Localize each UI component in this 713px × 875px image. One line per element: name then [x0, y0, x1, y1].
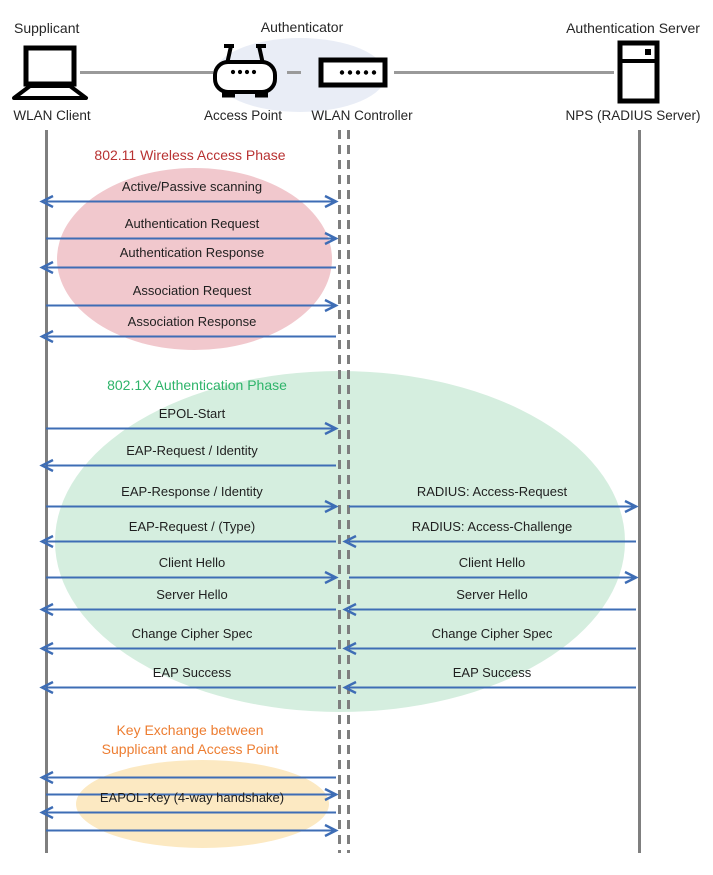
message-label: Association Request [132, 283, 252, 298]
role-label-supplicant: Supplicant [14, 20, 80, 36]
message-label: RADIUS: Access-Request [416, 484, 568, 499]
node-label-wlan-client: WLAN Client [13, 108, 91, 123]
phase-title-line: Supplicant and Access Point [101, 741, 279, 757]
phase-title-line: Key Exchange between [116, 722, 264, 738]
message-label: EAPOL-Key (4-way handshake) [99, 790, 285, 805]
message-label: EAP Success [152, 665, 232, 680]
phase-8021x-authentication-title [107, 376, 287, 395]
node-label-access-point: Access Point [203, 108, 283, 123]
message-label: Server Hello [156, 587, 228, 602]
phase-80211-wireless-access-title [94, 146, 285, 165]
phase-key-exchange-title [102, 721, 279, 759]
role-label-authentication-server: Authentication Server [566, 20, 700, 36]
phase-title-line: 802.11 Wireless Access Phase [94, 147, 286, 163]
message-label: EAP-Response / Identity [121, 484, 263, 499]
message-label: Client Hello [458, 555, 526, 570]
message-label: Authentication Response [119, 245, 265, 260]
message-label: Server Hello [456, 587, 528, 602]
node-label-nps-radius-server: NPS (RADIUS Server) [565, 108, 701, 123]
node-label-wlan-controller: WLAN Controller [311, 108, 413, 123]
message-label: RADIUS: Access-Challenge [411, 519, 573, 534]
message-label: Change Cipher Spec [131, 626, 253, 641]
phase-title-line: 802.1X Authentication Phase [107, 377, 287, 393]
role-label-authenticator: Authenticator [260, 19, 344, 35]
message-label: Client Hello [158, 555, 226, 570]
message-label: Active/Passive scanning [121, 179, 263, 194]
message-label: EAP-Request / (Type) [128, 519, 256, 534]
message-label: EAP Success [452, 665, 532, 680]
message-label: Authentication Request [124, 216, 260, 231]
message-label: EAP-Request / Identity [126, 443, 258, 458]
message-label: Association Response [127, 314, 257, 329]
message-label: EPOL-Start [158, 406, 226, 421]
message-label: Change Cipher Spec [431, 626, 553, 641]
